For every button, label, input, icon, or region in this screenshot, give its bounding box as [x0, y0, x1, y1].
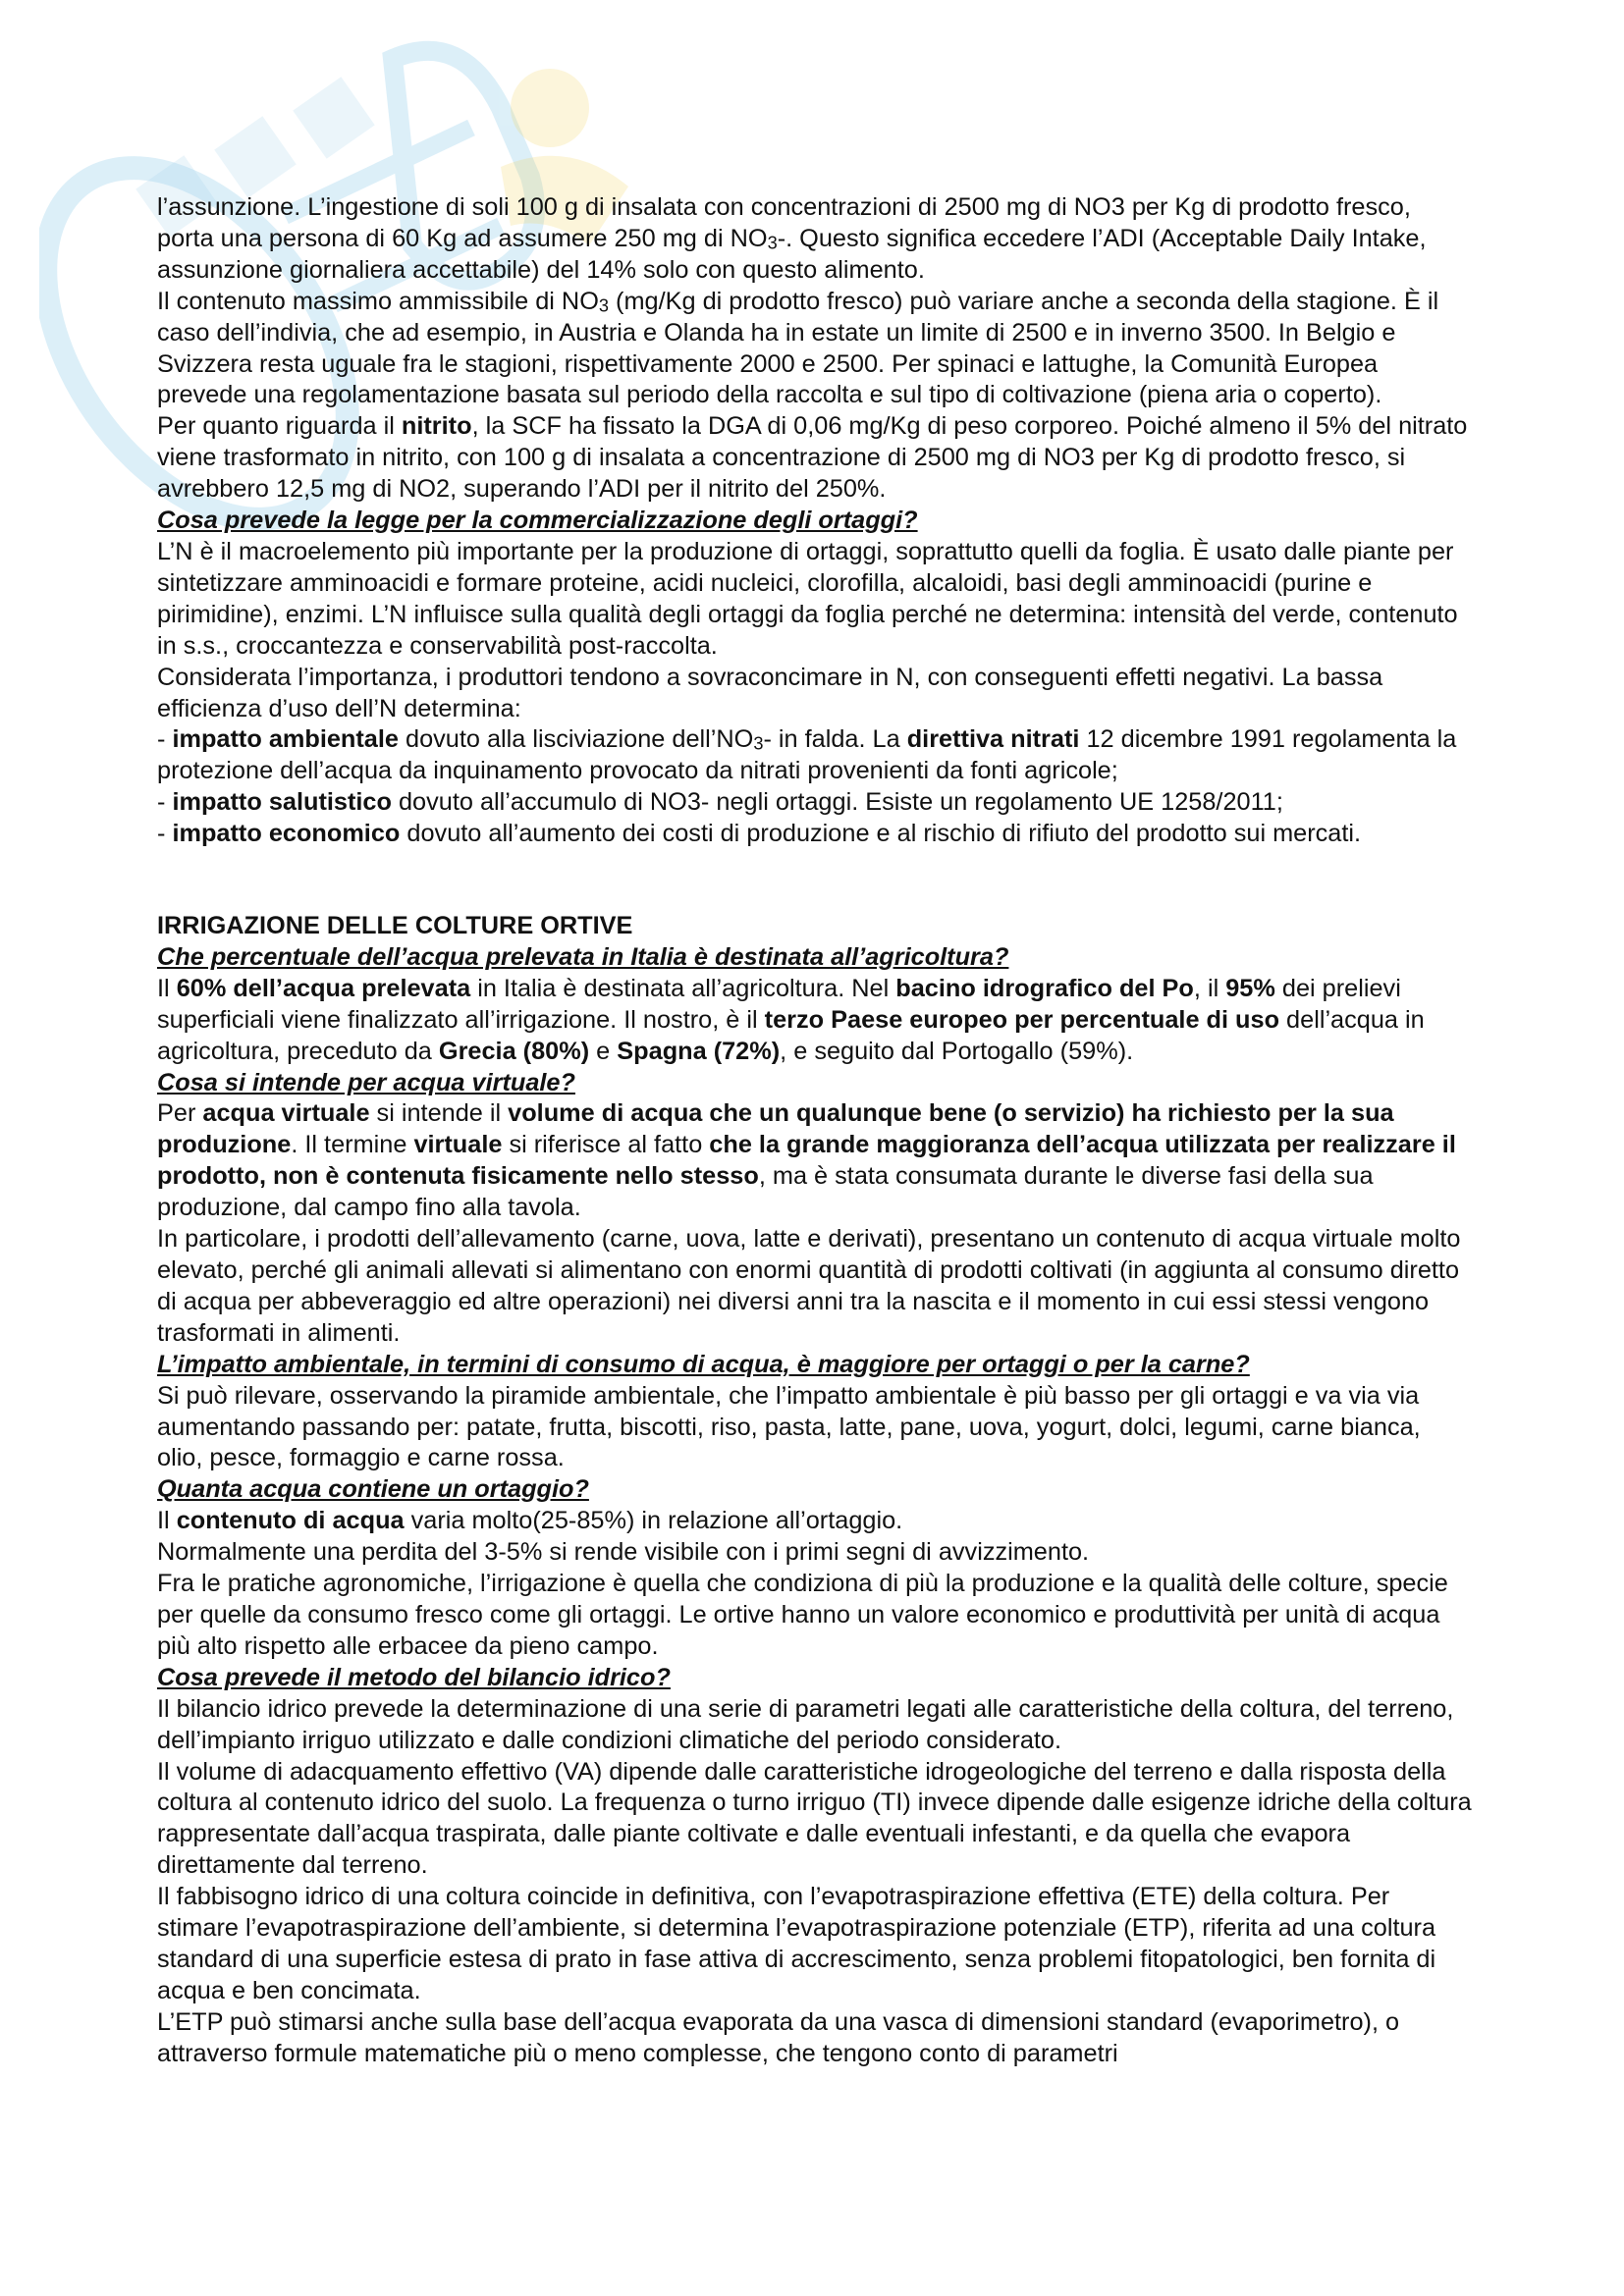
paragraph: Fra le pratiche agronomiche, l’irrigazione è quella che condiziona di più la produzione e la qualità delle colture, specie per quelle da consumo fresco come gli ortaggi. Le ortive hanno un valore economico e produttività per unità di acqua più alto rispetto alle erbacee da pieno campo. [157, 1570, 1448, 1660]
paragraph: L’ETP può stimarsi anche sulla base dell’acqua evaporata da una vasca di dimensioni standard (evaporimetro), o attraverso formule matematiche più o meno complesse, che tengono conto di parametri [157, 2007, 1400, 2067]
paragraph: Per quanto riguarda il nitrito, la SCF ha fissato la DGA di 0,06 mg/Kg di peso corporeo. Poiché almeno il 5% del nitrato viene trasformato in nitrito, con 100 g di insalata a concentrazione di 2500 mg di NO3 per Kg di prodotto fresco, si avrebbero 12,5 mg di NO2, superando l’ADI per il nitrito del 250%. [157, 412, 1468, 504]
paragraph: Il volume di adacquamento effettivo (VA) dipende dalle caratteristiche idrogeologiche del terreno e dalla risposta della coltura al contenuto idrico del suolo. La frequenza o turno irriguo (TI) invece dipende dalle esigenze idriche della coltura rappresentate dall’acqua traspirata, dalle piante coltivate e dalle eventuali infestanti, e da quella che evapora direttamente dal terreno. [157, 1757, 1472, 1880]
paragraph: Il contenuto di acqua varia molto(25-85%) in relazione all’ortaggio. [157, 1507, 903, 1535]
question-heading: L’impatto ambientale, in termini di consumo di acqua, è maggiore per ortaggi o per la carne? [157, 1350, 1250, 1378]
paragraph: Per acqua virtuale si intende il volume di acqua che un qualunque bene (o servizio) ha richiesto per la sua produzione. Il termine virtuale si riferisce al fatto che la grande maggioranza dell’acqua utilizzata per realizzare il prodotto, non è contenuta fisicamente nello stesso, ma è stata consumata durante le diverse fasi della sua produzione, dal campo fino alla tavola. [157, 1099, 1456, 1222]
question-heading: Cosa prevede il metodo del bilancio idrico? [157, 1663, 671, 1691]
paragraph: Il contenuto massimo ammissibile di $NO_3$ (mg/Kg di prodotto fresco) può variare anche a seconda della stagione. È il caso dell’indivia, che ad esempio, in Austria e Olanda ha in estate un limite di 2500 e in inverno 3500. In Belgio e Svizzera resta uguale fra le stagioni, rispettivamente 2000 e 2500. Per spinaci e lattughe, la Comunità Europea prevede una regolamentazione basata sul periodo della raccolta e sul tipo di coltivazione (piena aria o coperto). [157, 287, 1439, 409]
document-page [157, 192, 1473, 2070]
question-heading: Che percentuale dell’acqua prelevata in Italia è destinata all’agricoltura? [157, 942, 1009, 971]
question-heading: Cosa si intende per acqua virtuale? [157, 1068, 575, 1096]
bullet-item: - impatto economico dovuto all’aumento dei costi di produzione e al rischio di rifiuto del prodotto sui mercati. [157, 820, 1362, 848]
paragraph: Si può rilevare, osservando la piramide ambientale, che l’impatto ambientale è più basso per gli ortaggi e va via via aumentando passando per: patate, frutta, biscotti, riso, pasta, latte, pane, uova, yogurt, dolci, legumi, carne bianca, olio, pesce, formaggio e carne rossa. [157, 1381, 1421, 1472]
paragraph: Considerata l’importanza, i produttori tendono a sovraconcimare in N, con conseguenti effetti negativi. La bassa efficienza d’uso dell’N determina: [157, 663, 1383, 722]
bullet-item: - impatto salutistico dovuto all’accumulo di NO3- negli ortaggi. Esiste un regolamento UE 1258/2011; [157, 788, 1283, 817]
section-heading: IRRIGAZIONE DELLE COLTURE ORTIVE [157, 912, 633, 940]
paragraph: L’N è il macroelemento più importante per la produzione di ortaggi, soprattutto quelli da foglia. È usato dalle piante per sintetizzare amminoacidi e formare proteine, acidi nucleici, clorofilla, alcaloidi, basi degli amminoacidi (purine e pirimidine), enzimi. L’N influisce sulla qualità degli ortaggi da foglia perché ne determina: intensità del verde, contenuto in s.s., croccantezza e conservabilità post-raccolta. [157, 537, 1458, 660]
question-heading: Cosa prevede la legge per la commercializzazione degli ortaggi? [157, 507, 918, 535]
paragraph: Il fabbisogno idrico di una coltura coincide in definitiva, con l’evapotraspirazione effettiva (ETE) della coltura. Per stimare l’evapotraspirazione dell’ambiente, si determina l’evapotraspirazione potenziale (ETP), riferita ad una coltura standard di una superficie estesa di prato in fase attiva di accrescimento, senza problemi fitopatologici, ben fornita di acqua e ben concimata. [157, 1883, 1436, 2004]
paragraph: l’assunzione. L’ingestione di soli 100 g di insalata con concentrazioni di 2500 mg di NO3 per Kg di prodotto fresco, porta una persona di 60 Kg ad assumere 250 mg di $NO_3-$. Questo significa eccedere l’ADI (Acceptable Daily Intake, assunzione giornaliera accettabile) del 14% solo con questo alimento. [157, 193, 1427, 284]
paragraph: Il 60% dell’acqua prelevata in Italia è destinata all’agricoltura. Nel bacino idrografico del Po, il 95% dei prelievi superficiali viene finalizzato all’irrigazione. Il nostro, è il terzo Paese europeo per percentuale di uso dell’acqua in agricoltura, preceduto da Grecia (80%) e Spagna (72%), e seguito dal Portogallo (59%). [157, 974, 1425, 1065]
bullet-item: - impatto ambientale dovuto alla lisciviazione $dell’NO_3-$ in falda. La direttiva nitrati 12 dicembre 1991 regolamenta la protezione dell’acqua da inquinamento provocato da nitrati provenienti da fonti agricole; [157, 725, 1457, 785]
question-heading: Quanta acqua contiene un ortaggio? [157, 1475, 589, 1504]
paragraph: In particolare, i prodotti dell’allevamento (carne, uova, latte e derivati), presentano un contenuto di acqua virtuale molto elevato, perché gli animali allevati si alimentano con enormi quantità di prodotti coltivati (in aggiunta al consumo diretto di acqua per abbeveraggio ed altre operazioni) nei diversi anni tra la nascita e il momento in cui essi stessi vengono trasformati in alimenti. [157, 1225, 1461, 1347]
paragraph: Il bilancio idrico prevede la determinazione di una serie di parametri legati alle caratteristiche della coltura, del terreno, dell’impianto irriguo utilizzato e dalle condizioni climatiche del periodo considerato. [157, 1694, 1454, 1754]
paragraph: Normalmente una perdita del 3-5% si rende visibile con i primi segni di avvizzimento. [157, 1538, 1090, 1567]
